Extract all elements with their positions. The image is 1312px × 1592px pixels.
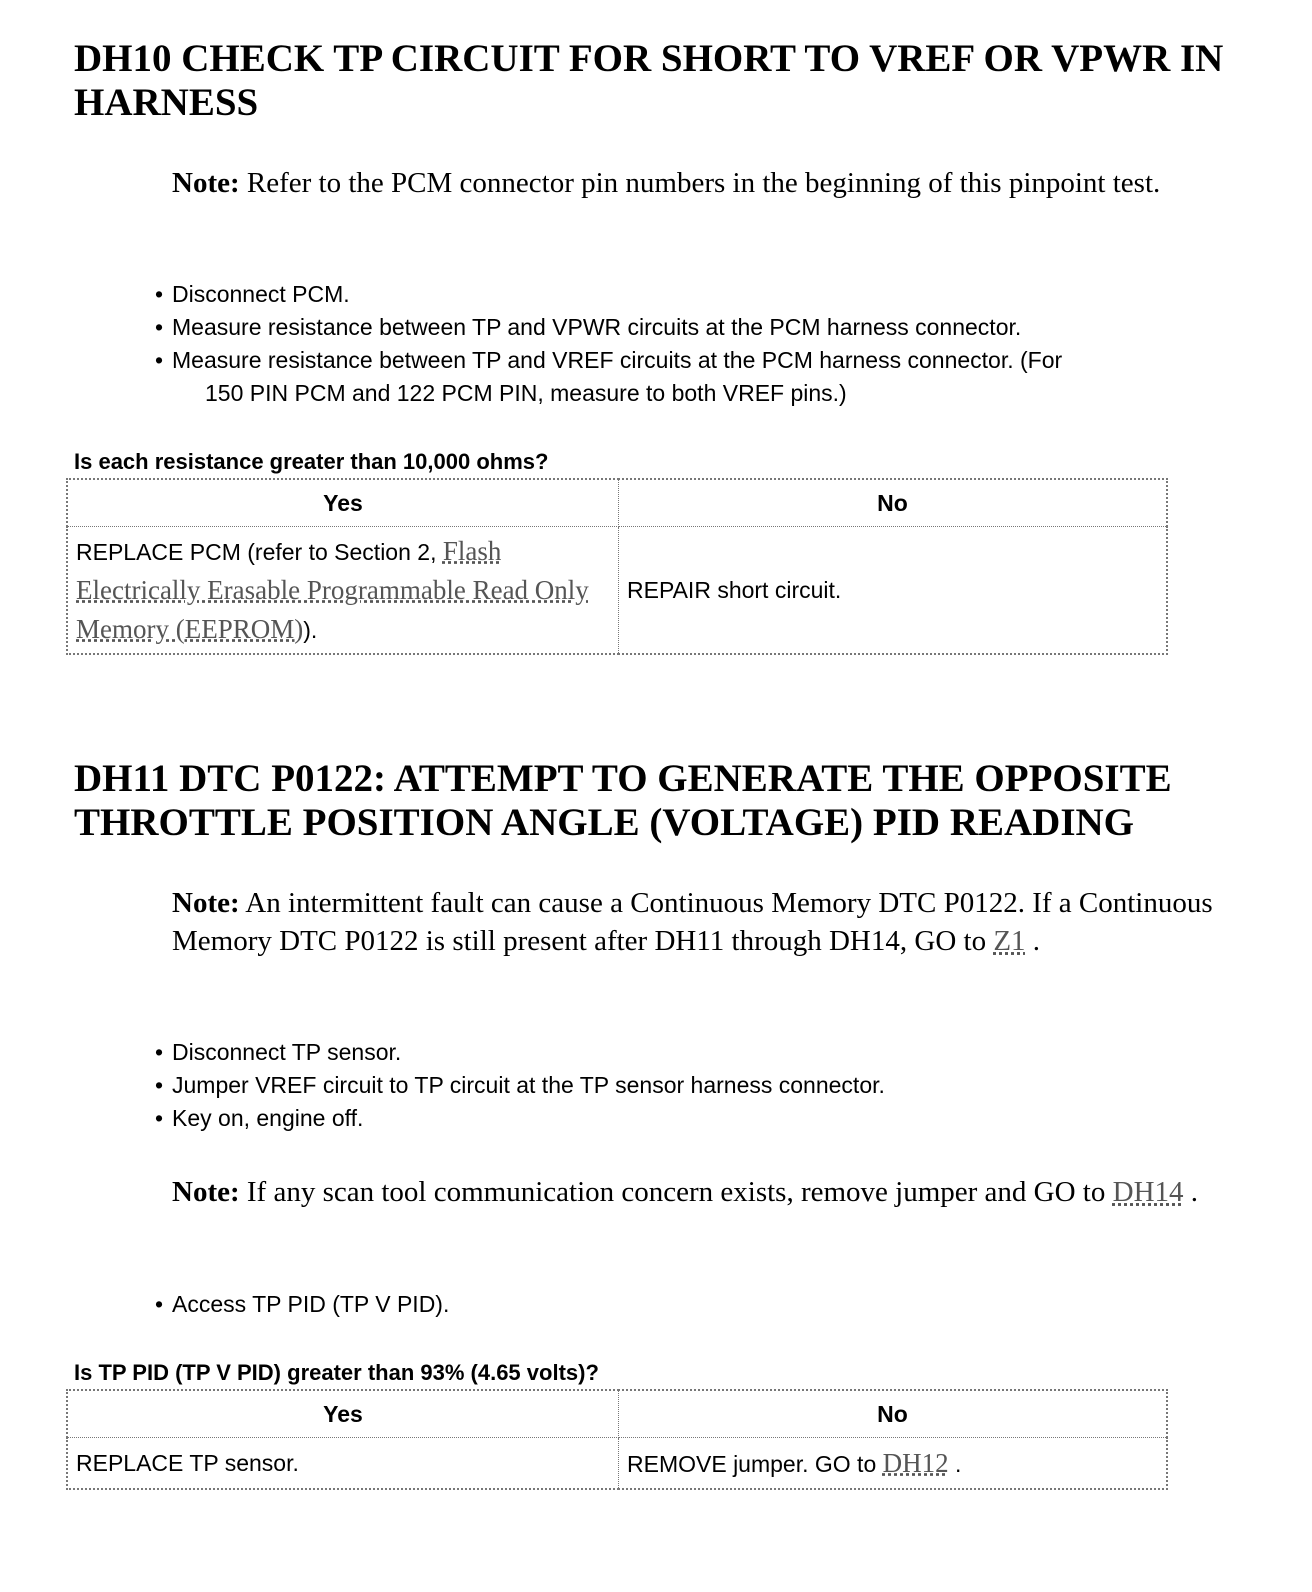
- dh11-bullet-list: [155, 1036, 1295, 1135]
- dh10-answer-table: [66, 478, 1168, 655]
- note-text: If any scan tool communication concern exists, remove jumper and GO to: [246, 1176, 1106, 1208]
- yes-header: Yes: [67, 479, 619, 527]
- no-header: No: [619, 479, 1168, 527]
- no-cell-suffix: .: [955, 1450, 962, 1477]
- table-header-row: [67, 479, 1167, 527]
- list-item: • Disconnect TP sensor.: [155, 1036, 1295, 1069]
- list-item: [155, 344, 1295, 410]
- list-item: • Key on, engine off.: [155, 1102, 1295, 1135]
- z1-link[interactable]: Z1: [993, 925, 1026, 957]
- dh10-note: [172, 164, 1272, 202]
- dh11-bullet-list-2: [155, 1288, 1295, 1321]
- note-text: Refer to the PCM connector pin numbers in the beginning of this pinpoint test.: [246, 167, 1161, 199]
- dh11-note-2: [172, 1173, 1272, 1211]
- list-item: • Jumper VREF circuit to TP circuit at the TP sensor harness connector.: [155, 1069, 1295, 1102]
- list-item: • Access TP PID (TP V PID).: [155, 1288, 1295, 1321]
- yes-cell-text: REPLACE PCM (refer to Section 2,: [76, 538, 437, 565]
- list-item-text: Measure resistance between TP and VREF circuits at the PCM harness connector. (For: [172, 347, 1063, 373]
- yes-cell: [67, 527, 619, 655]
- table-header-row: [67, 1390, 1167, 1438]
- yes-cell: REPLACE TP sensor.: [67, 1438, 619, 1490]
- list-item: • Measure resistance between TP and VPWR circuits at the PCM harness connector.: [155, 311, 1295, 344]
- no-cell: [619, 1438, 1168, 1490]
- note-suffix: .: [1032, 925, 1041, 957]
- table-row: [67, 1438, 1167, 1490]
- dh12-link[interactable]: DH12: [882, 1447, 949, 1478]
- dh10-bullet-list: [155, 278, 1295, 410]
- no-cell-text: REMOVE jumper. GO to: [627, 1450, 877, 1477]
- no-cell: REPAIR short circuit.: [619, 527, 1168, 655]
- eeprom-link[interactable]: Flash Electrically Erasable Programmable Read Only Memory (EEPROM): [76, 535, 589, 644]
- dh14-link[interactable]: DH14: [1112, 1176, 1184, 1208]
- list-item-continuation: 150 PIN PCM and 122 PCM PIN, measure to both VREF pins.): [205, 380, 847, 406]
- dh10-question: Is each resistance greater than 10,000 ohms?: [74, 449, 549, 474]
- table-row: [67, 527, 1167, 655]
- yes-cell-suffix: ).: [303, 616, 318, 643]
- note-label: Note:: [172, 887, 240, 919]
- note-label: Note:: [172, 1176, 240, 1208]
- dh11-title: DH11 DTC P0122: ATTEMPT TO GENERATE THE OPPOSITE THROTTLE POSITION ANGLE (VOLTAGE) PID READING: [74, 757, 1172, 844]
- dh10-title: DH10 CHECK TP CIRCUIT FOR SHORT TO VREF OR VPWR IN HARNESS: [74, 37, 1224, 124]
- dh11-note: [172, 884, 1262, 960]
- no-header: No: [619, 1390, 1168, 1438]
- note-suffix: .: [1190, 1176, 1199, 1208]
- yes-header: Yes: [67, 1390, 619, 1438]
- note-text: An intermittent fault can cause a Continuous Memory DTC P0122. If a Continuous Memory DTC P0122 is still present after DH11 through DH14, GO to: [172, 887, 1213, 957]
- list-item: • Disconnect PCM.: [155, 278, 1295, 311]
- note-label: Note:: [172, 167, 240, 199]
- dh11-question: Is TP PID (TP V PID) greater than 93% (4.65 volts)?: [74, 1360, 599, 1385]
- dh11-answer-table: [66, 1389, 1168, 1490]
